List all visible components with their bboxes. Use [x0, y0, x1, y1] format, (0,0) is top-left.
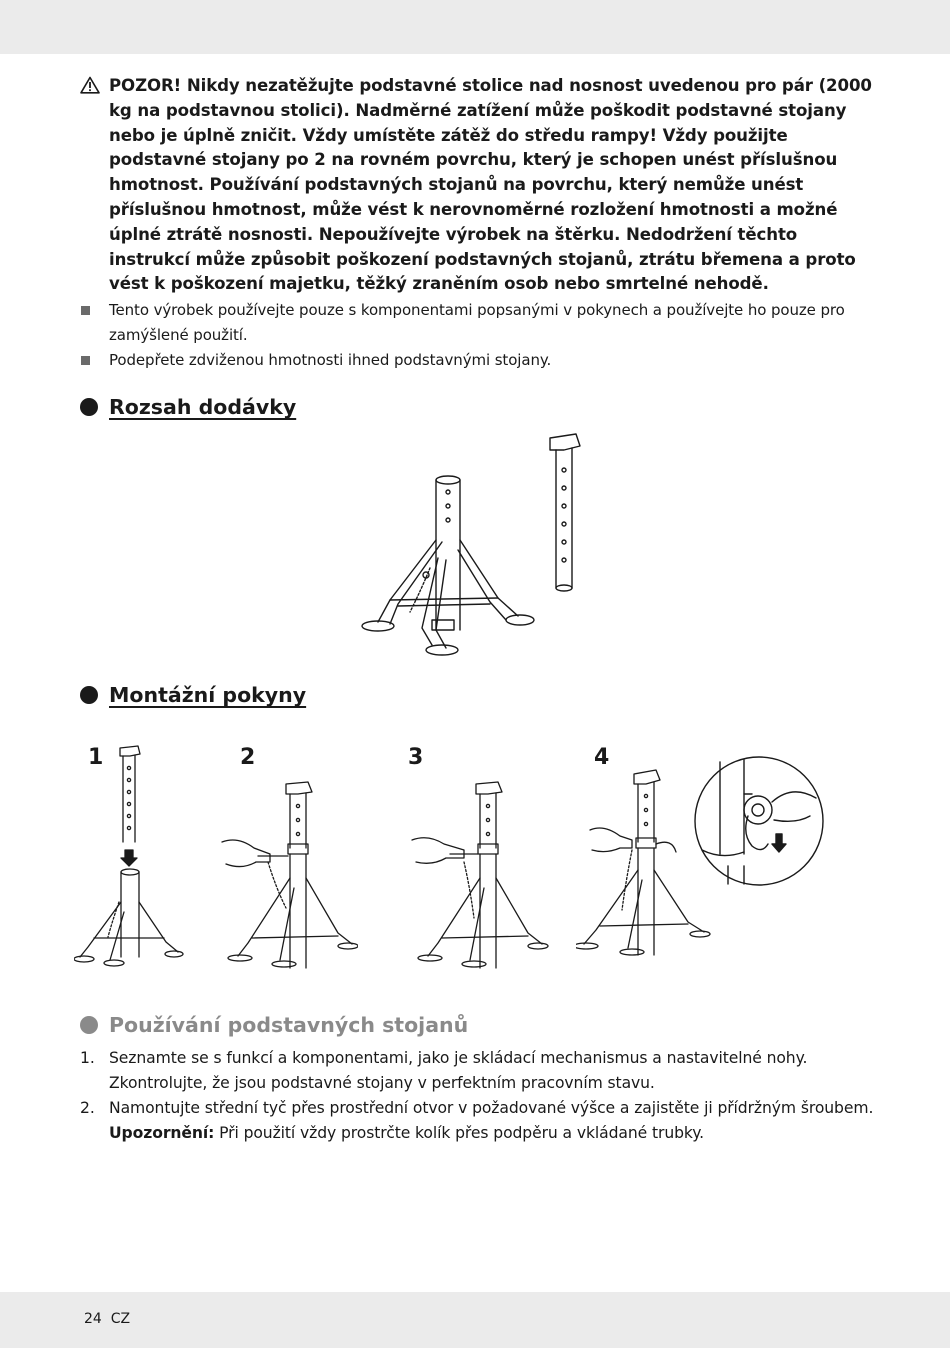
note-label: Upozornění: — [109, 1124, 215, 1142]
delivery-illustration — [350, 430, 590, 662]
bullet-list — [80, 298, 880, 373]
step-number: 2 — [240, 745, 256, 770]
footer-band — [0, 1292, 950, 1348]
list-item: 2. Namontujte střední tyč přes prostřední otvor v požadované výšce a zajistěte ji přídržným šroubem. Upozornění: Při použití vždy prostrčte kolík přes podpěru a vkládané trubky. — [80, 1099, 874, 1142]
assembly-step-2-illustration — [218, 778, 358, 978]
header-band — [0, 0, 950, 54]
section-heading-delivery: Rozsah dodávky — [80, 395, 296, 419]
note-text: Při použití vždy prostrčte kolík přes podpěru a vkládané trubky. — [214, 1124, 705, 1142]
page-number: 24 — [84, 1311, 102, 1327]
assembly-step-3-illustration — [410, 778, 550, 978]
assembly-detail-illustration — [692, 754, 826, 888]
square-bullet-icon — [81, 306, 90, 315]
bullet-dot-icon — [80, 1016, 98, 1034]
section-heading-assembly: Montážní pokyny — [80, 683, 306, 707]
language-code: CZ — [110, 1311, 131, 1327]
section-heading-usage: Používání podstavných stojanů — [80, 1013, 468, 1037]
warning-triangle-icon — [80, 76, 100, 94]
step-number: 4 — [594, 745, 610, 770]
list-item: Tento výrobek používejte pouze s komponentami popsanými v pokynech a používejte ho pouze pro zamýšlené použití. — [80, 298, 880, 348]
bullet-dot-icon — [80, 686, 98, 704]
warning-block — [80, 74, 880, 297]
usage-steps-list — [80, 1046, 890, 1146]
step-number: 3 — [408, 745, 424, 770]
list-item: Podepřete zdviženou hmotnosti ihned podstavnými stojany. — [80, 348, 880, 373]
list-item: 1. Seznamte se s funkcí a komponentami, jako je skládací mechanismus a nastavitelné nohy. Zkontrolujte, že jsou podstavné stojany v perfektním pracovním stavu. — [80, 1049, 808, 1092]
assembly-step-1-illustration — [74, 742, 184, 972]
bullet-dot-icon — [80, 398, 98, 416]
step-number: 1 — [88, 745, 104, 770]
square-bullet-icon — [81, 356, 90, 365]
page-footer — [84, 1311, 130, 1327]
warning-text: POZOR! Nikdy nezatěžujte podstavné stolice nad nosnost uvedenou pro pár (2000 kg na podstavnou stolici). Nadměrné zatížení může poškodit podstavné stojany nebo je úplně zničit. Vždy umístěte zátěž do středu rampy! Vždy použijte podstavné stojany po 2 na rovném povrchu, který je schopen unést příslušnou hmotnost. Používání podstavných stojanů na povrchu, který nemůže unést příslušnou hmotnost, může vést k nerovnoměrné rozložení hmotnosti a možné úplné ztrátě nosnosti. Nepoužívejte výrobek na štěrku. Nedodržení těchto instrukcí může způsobit poškození podstavných stojanů, ztrátu břemena a proto vést k poškození majetku, těžký zraněním osob nebo smrtelné nehodě. — [109, 76, 872, 294]
